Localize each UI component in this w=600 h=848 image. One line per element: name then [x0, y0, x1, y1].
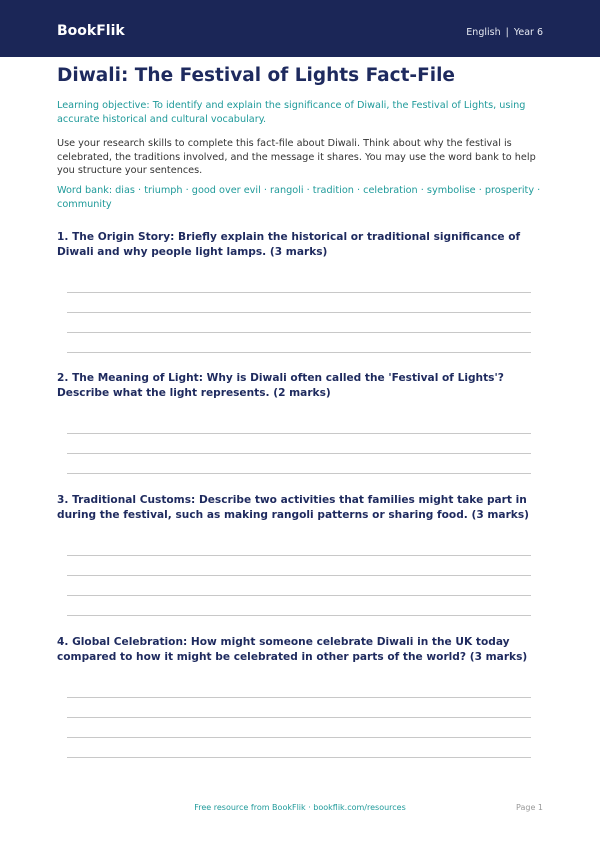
answer-line[interactable]	[67, 737, 531, 738]
answer-line[interactable]	[67, 555, 531, 556]
brand-logo[interactable]: BookFlik	[57, 23, 125, 39]
answer-line[interactable]	[67, 332, 531, 333]
learning-objective: Learning objective: To identify and explain the significance of Diwali, the Festival of Lights, using accurate historical and cultural vocabulary.	[57, 100, 526, 125]
answer-line[interactable]	[67, 312, 531, 313]
page-header	[0, 0, 600, 57]
question-1: 1. The Origin Story: Briefly explain the historical or traditional significance of Diwali and why people light lamps. (3 marks)	[57, 231, 521, 258]
year-label: Year 6	[513, 27, 543, 38]
subject-label: English	[466, 27, 501, 38]
answer-line[interactable]	[67, 453, 531, 454]
answer-line[interactable]	[67, 615, 531, 616]
question-2: 2. The Meaning of Light: Why is Diwali often called the 'Festival of Lights'? Describe what the light represents. (2 marks)	[57, 372, 504, 399]
question-4: 4. Global Celebration: How might someone celebrate Diwali in the UK today compared to how it might be celebrated in other parts of the world? (3 marks)	[57, 636, 528, 663]
instructions: Use your research skills to complete this fact-file about Diwali. Think about why the festival is celebrated, the traditions involved, and the message it shares. You may use the word bank to help you structure your sentences.	[57, 138, 536, 176]
footer-resource-link[interactable]: Free resource from BookFlik · bookflik.com/resources	[194, 803, 406, 812]
word-bank: Word bank: dias · triumph · good over evil · rangoli · tradition · celebration · symbolise · prosperity · community	[57, 185, 541, 210]
answer-line[interactable]	[67, 433, 531, 434]
question-3: 3. Traditional Customs: Describe two activities that families might take part in during the festival, such as making rangoli patterns or sharing food. (3 marks)	[57, 494, 529, 521]
answer-line[interactable]	[67, 595, 531, 596]
header-separator: |	[505, 27, 509, 38]
page-number: Page 1	[516, 803, 543, 812]
answer-line[interactable]	[67, 717, 531, 718]
answer-line[interactable]	[67, 352, 531, 353]
page-title: Diwali: The Festival of Lights Fact-File	[57, 65, 455, 86]
answer-line[interactable]	[67, 292, 531, 293]
answer-line[interactable]	[67, 575, 531, 576]
answer-line[interactable]	[67, 473, 531, 474]
answer-line[interactable]	[67, 697, 531, 698]
answer-line[interactable]	[67, 757, 531, 758]
header-meta	[466, 27, 543, 38]
